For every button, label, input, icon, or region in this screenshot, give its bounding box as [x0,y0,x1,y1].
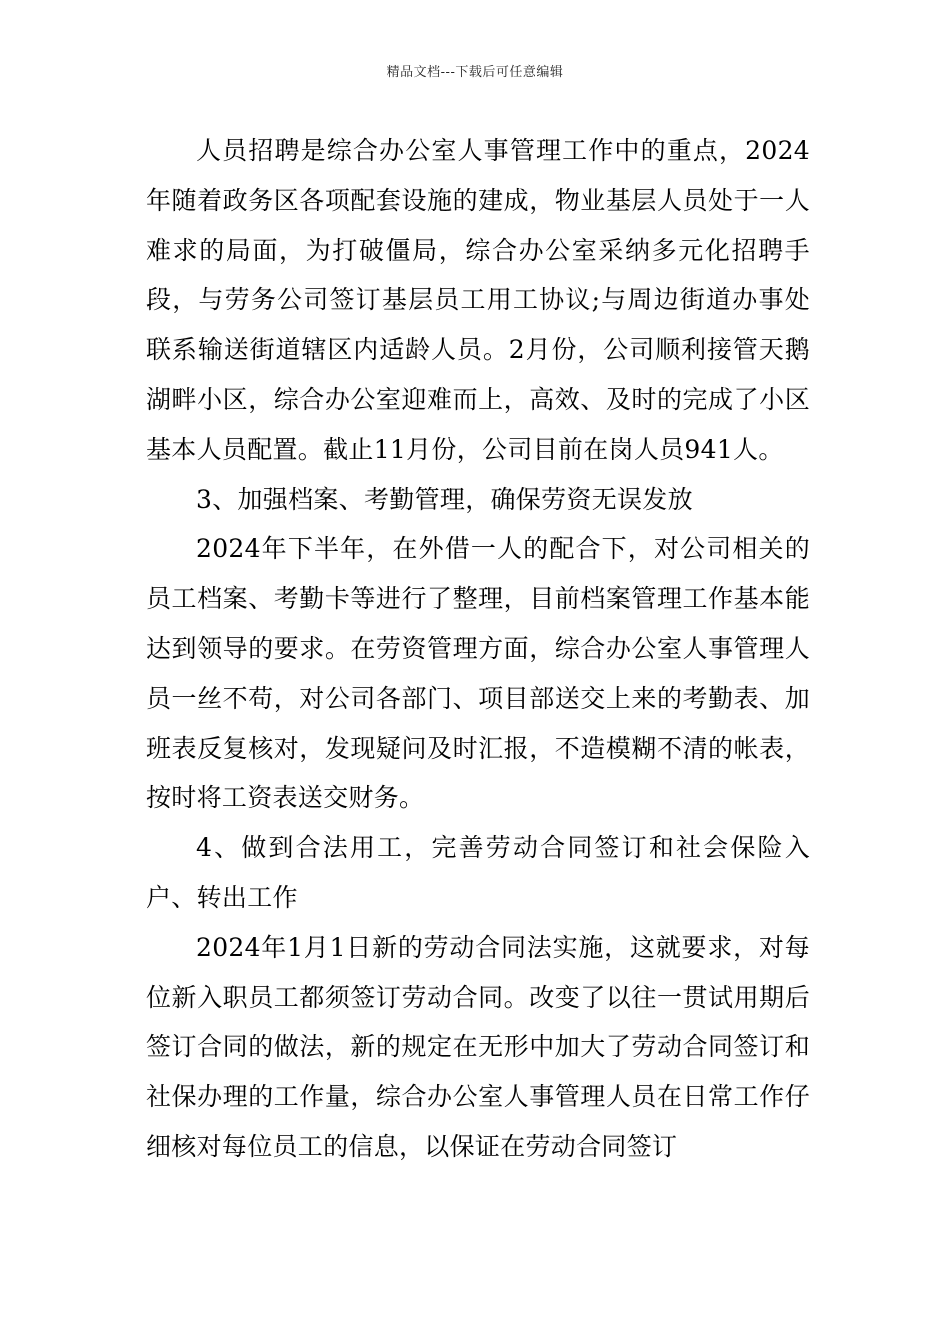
page-header: 精品文档---下载后可任意编辑 [386,65,564,80]
paragraph-recruitment: 人员招聘是综合办公室人事管理工作中的重点，2024年随着政务区各项配套设施的建成，物业基层人员处于一人难求的局面，为打破僵局，综合办公室采纳多元化招聘手段，与劳务公司签订基层员工用工协议;与周边街道办事处联系输送街道辖区内适龄人员。2月份，公司顺利接管天鹅湖畔小区，综合办公室迎难而上，高效、及时的完成了小区基本人员配置。截止11月份，公司目前在岗人员941人。 [146,136,810,464]
section-heading-archives: 3、加强档案、考勤管理，确保劳资无误发放 [196,484,693,514]
paragraph-labor-contract: 2024年1月1日新的劳动合同法实施，这就要求，对每位新入职员工都须签订劳动合同。改变了以往一贯试用期后签订合同的做法，新的规定在无形中加大了劳动合同签订和社保办理的工作量，综合办公室人事管理人员在日常工作仔细核对每位员工的信息，以保证在劳动合同签订 [146,932,810,1161]
document-body [146,126,810,1172]
section-heading-labor-contract: 4、做到合法用工，完善劳动合同签订和社会保险入户、转出工作 [146,833,810,912]
paragraph-archives: 2024年下半年，在外借一人的配合下，对公司相关的员工档案、考勤卡等进行了整理，目前档案管理工作基本能达到领导的要求。在劳资管理方面，综合办公室人事管理人员一丝不苟，对公司各部门、项目部送交上来的考勤表、加班表反复核对，发现疑问及时汇报，不造模糊不清的帐表，按时将工资表送交财务。 [146,534,810,813]
